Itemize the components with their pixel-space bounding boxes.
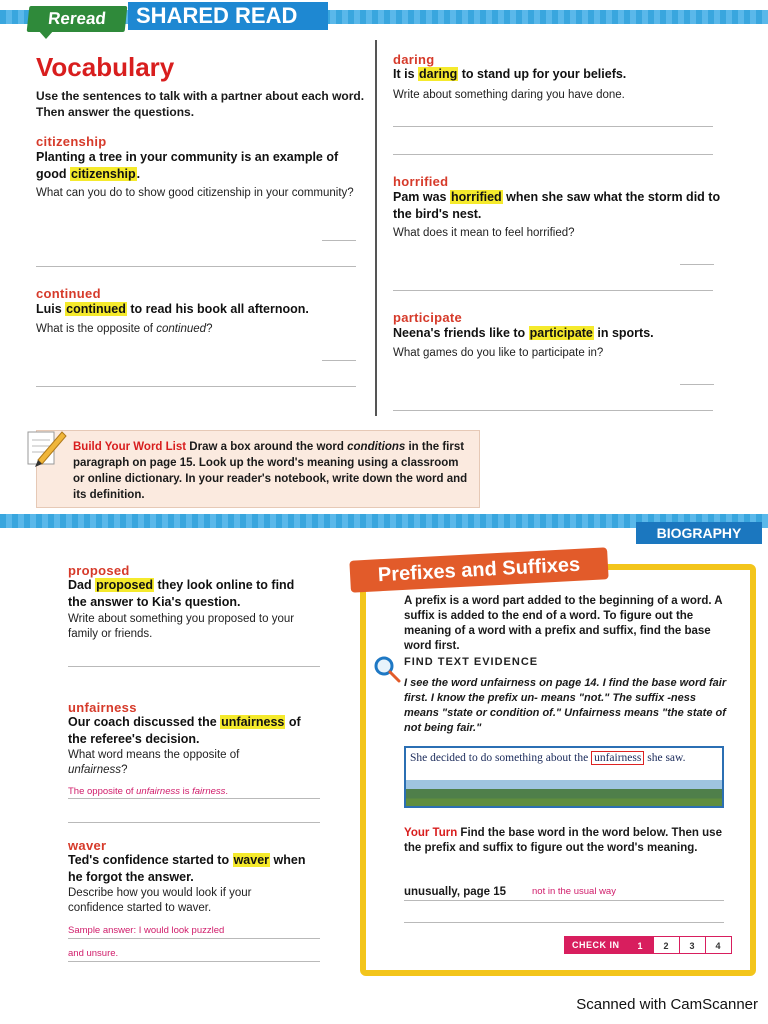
- prefixes-suffixes-title: Prefixes and Suffixes: [349, 547, 608, 592]
- answer-line: [68, 666, 320, 667]
- highlight-citizenship: citizenship: [71, 167, 136, 181]
- question-participate: What games do you like to participate in?: [393, 347, 604, 359]
- find-text-evidence-text: I see the word unfairness on page 14. I find the base word fair first. I know the prefix un- means "not." The suffix -ness means "state or condition of." Unfairness means "the state of not being fair.": [404, 677, 727, 734]
- question-proposed: Write about something you proposed to your family or friends.: [68, 613, 295, 640]
- question-daring: Write about something daring you have done.: [393, 89, 625, 101]
- answer-line: [68, 961, 320, 962]
- check-in-label: CHECK IN: [564, 936, 628, 954]
- check-in-3[interactable]: 3: [680, 936, 706, 954]
- question-citizenship: What can you do to show good citizenship in your community?: [36, 187, 354, 199]
- shared-read-title: SHARED READ: [128, 2, 328, 30]
- check-in-4[interactable]: 4: [706, 936, 732, 954]
- word-horrified: horrified: [393, 174, 449, 189]
- pencil-notebook-icon: [24, 426, 68, 470]
- answer-line: [393, 154, 713, 155]
- field-image: [406, 780, 724, 808]
- answer-line: [393, 410, 713, 411]
- reread-tag-tail: [38, 30, 54, 39]
- word-continued: continued: [36, 286, 101, 301]
- vocabulary-heading: Vocabulary: [36, 52, 175, 82]
- word-citizenship: citizenship: [36, 134, 107, 149]
- find-text-evidence-label: FIND TEXT EVIDENCE: [404, 656, 539, 668]
- answer-line: [393, 126, 713, 127]
- caption-photo: [404, 746, 724, 808]
- question-unfairness: What word means the opposite of unfairness?: [68, 749, 240, 776]
- highlight-proposed: proposed: [96, 578, 154, 592]
- answer-line: [68, 822, 320, 823]
- answer-line: [322, 360, 356, 361]
- highlight-waver: waver: [233, 853, 270, 867]
- check-in-2[interactable]: 2: [654, 936, 680, 954]
- check-in-scale: [564, 936, 732, 954]
- answer-line: [322, 240, 356, 241]
- unusually-answer: not in the usual way: [532, 886, 616, 897]
- answer-waver-line1: Sample answer: I would look puzzled: [68, 925, 225, 936]
- answer-line: [393, 290, 713, 291]
- answer-line: [36, 386, 356, 387]
- photo-caption: She decided to do something about the unfairness she saw.: [410, 752, 686, 764]
- word-waver: waver: [68, 838, 107, 853]
- answer-line: [36, 266, 356, 267]
- column-divider: [375, 40, 377, 416]
- sentence-unfairness: Our coach discussed the unfairness of the referee's decision.: [68, 715, 301, 746]
- check-in-1[interactable]: 1: [628, 936, 654, 954]
- sentence-proposed: Dad proposed they look online to find the answer to Kia's question.: [68, 578, 295, 609]
- highlight-daring: daring: [419, 67, 458, 81]
- answer-line: [68, 798, 320, 799]
- sentence-continued: Luis continued to read his book all afternoon.: [36, 302, 309, 316]
- sentence-waver: Ted's confidence started to waver when he forgot the answer.: [68, 853, 306, 884]
- answer-waver-line2: and unsure.: [68, 948, 119, 959]
- word-daring: daring: [393, 52, 435, 67]
- highlight-participate: participate: [529, 326, 593, 340]
- sentence-daring: It is daring to stand up for your beliefs.: [393, 67, 627, 81]
- build-word-list-box: Build Your Word List Draw a box around the word conditions in the first paragraph on page 15. Look up the word's meaning using a classroom or online dictionary. In your reader's notebook, write down the word and its definition.: [36, 430, 480, 508]
- question-continued: What is the opposite of continued?: [36, 323, 213, 335]
- sentence-citizenship: Planting a tree in your community is an example of good citizenship.: [36, 150, 339, 181]
- answer-line: [404, 922, 724, 923]
- answer-line: [68, 938, 320, 939]
- word-unfairness: unfairness: [68, 700, 137, 715]
- your-turn-text: Your Turn Find the base word in the word below. Then use the prefix and suffix to figure out the word's meaning.: [404, 827, 722, 854]
- answer-unfairness: The opposite of unfairness is fairness.: [68, 786, 229, 797]
- highlight-continued: continued: [66, 302, 126, 316]
- question-waver: Describe how you would look if your confidence started to waver.: [68, 887, 252, 914]
- highlight-unfairness: unfairness: [221, 715, 285, 729]
- unusually-prompt: unusually, page 15: [404, 886, 507, 898]
- vocabulary-intro: Use the sentences to talk with a partner about each word. Then answer the questions.: [36, 89, 365, 119]
- top-banner: [0, 0, 768, 34]
- sentence-participate: Neena's friends like to participate in sports.: [393, 326, 654, 340]
- highlight-horrified: horrified: [450, 190, 502, 204]
- magnifier-icon: [372, 654, 402, 684]
- prefix-suffix-explanation: A prefix is a word part added to the beginning of a word. A suffix is added to the end of a word. To figure out the meaning of a word with a prefix and suffix, find the base word first.: [404, 595, 723, 652]
- word-participate: participate: [393, 310, 463, 325]
- answer-line: [404, 900, 724, 901]
- sentence-horrified: Pam was horrified when she saw what the storm did to the bird's nest.: [393, 190, 721, 221]
- word-proposed: proposed: [68, 563, 130, 578]
- biography-tag: BIOGRAPHY: [636, 522, 762, 544]
- answer-line: [680, 384, 714, 385]
- boxed-word: unfairness: [591, 751, 644, 765]
- reread-tag: Reread: [27, 6, 128, 32]
- answer-line: [680, 264, 714, 265]
- scanner-watermark: Scanned with CamScanner: [576, 996, 758, 1013]
- question-horrified: What does it mean to feel horrified?: [393, 227, 575, 239]
